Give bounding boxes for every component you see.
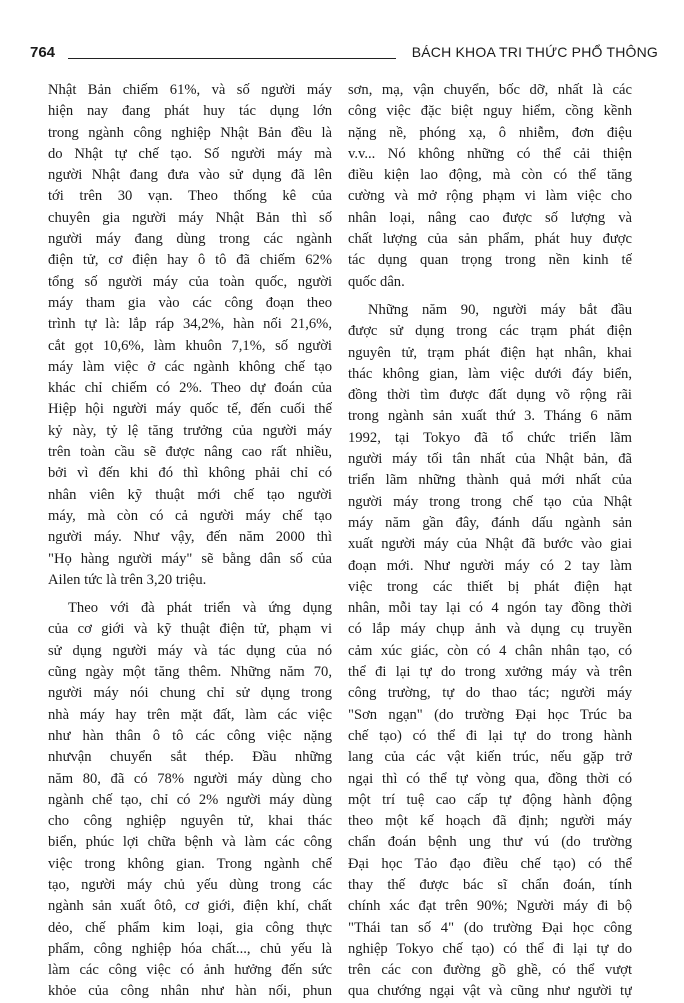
text-line: dẻo, chế phẩm kim loại, gia công thực (48, 919, 332, 936)
paragraph (48, 598, 332, 1003)
text-line: máy, mà còn có cả người máy chế tạo (48, 507, 332, 524)
text-line: trên các con đường gồ ghề, có thể vượt (348, 962, 632, 979)
text-line: khác chỉ chiếm có 2%. Theo dự đoán của (48, 380, 332, 397)
text-line: "Sơn ngạn" (do trường Đại học Trúc ba (348, 706, 632, 723)
text-line: chế tạo) có thể đi lại tự do trong hành (348, 727, 632, 744)
text-line: ngại thì có thể tự vòng qua, đồng thời có (348, 770, 632, 787)
text-line: trình tự là: lắp ráp 34,2%, hàn nối 21,6%, (48, 316, 332, 333)
text-line: cường và mở rộng phạm vi làm việc cho (348, 188, 632, 205)
paragraph (348, 300, 632, 1003)
text-line: nhân viên kỹ thuật mới chế tạo người (48, 486, 332, 503)
text-line: kỷ này, tỷ lệ tăng trưởng của người máy (48, 422, 332, 439)
text-line: tạo, người máy chủ yếu dùng trong các (48, 876, 332, 893)
text-line: làm các công việc có ảnh hưởng đến sức (48, 962, 332, 979)
text-line: công trường, tự do thao tác; người máy (348, 685, 632, 702)
text-line: nhân loại, nâng cao được số lượng và (348, 209, 632, 226)
text-line: chuyên gia người máy Nhật Bản thì số (48, 209, 332, 226)
running-title: BÁCH KHOA TRI THỨC PHỔ THÔNG (411, 44, 658, 60)
text-line: năm 80, đã có 78% người máy dùng cho (48, 770, 332, 787)
text-line: ngành chế tạo, chỉ có 2% người máy dùng (48, 791, 332, 808)
text-line: cho công nghiệp nguyên tử, khai thác (48, 813, 332, 830)
text-line: do Nhật tự chế tạo. Số người máy mà (48, 145, 332, 162)
text-line: v.v... Nó không những có thể cải thiện (348, 145, 632, 162)
text-line: máy tham gia vào các công đoạn theo (48, 294, 332, 311)
text-line: chẩn đoán bệnh ung thư vú (do trường (348, 834, 632, 851)
text-line: trong ngành công nghiệp Nhật Bản đều là (48, 124, 332, 141)
text-line: chính xác đạt trên 90%; Người máy đi bộ (348, 898, 632, 915)
text-line: nghiệp Tokyo chế tạo) có thể đi lại tự do (348, 940, 632, 957)
text-line: Những năm 90, người máy bắt đầu (368, 301, 632, 318)
text-line: thác không gian, làm việc dưới đáy biển, (348, 365, 632, 382)
text-line: máy làm việc ở các ngành không chế tạo (48, 358, 332, 375)
text-line: Ailen tức là trên 3,20 triệu. (48, 571, 207, 588)
paragraph-gap (348, 293, 632, 300)
paragraph (48, 80, 332, 591)
text-line: 1992, tại Tokyo đã tổ chức triển lãm (348, 429, 632, 446)
text-line: việc trong các thiết bị phát điện hạt (348, 578, 632, 595)
text-line: trên toàn cầu sẽ được nâng cao rất nhiều, (48, 444, 332, 461)
text-line: việc trong không gian. Trong ngành chế (48, 855, 332, 872)
text-line: nặng nề, phóng xạ, ô nhiễm, đơn điệu (348, 124, 632, 141)
text-line: của cơ giới và kỹ thuật điện tử, phạm vi (48, 621, 332, 638)
text-line: biển, phúc lợi chữa bệnh và làm các công (48, 834, 332, 851)
text-line: có lắp máy chụp ảnh và dụng cụ truyền (348, 621, 632, 638)
text-line: nguyên tử, trạm phát điện hạt nhân, khai (348, 344, 632, 361)
text-line: cũng ngày một tăng thêm. Những năm 70, (48, 664, 332, 681)
text-line: sử dụng người máy và tác dụng của nó (48, 642, 332, 659)
text-line: đoạn mới. Như người máy có 2 tay làm (348, 557, 632, 574)
paragraph (348, 80, 632, 293)
text-line: người máy. Như vậy, đến năm 2000 thì (48, 529, 332, 546)
paragraph-gap (48, 591, 332, 598)
text-line: thể đi lại tự do trong xưởng máy và trên (348, 664, 632, 681)
left-column (48, 80, 332, 1003)
text-line: cắt gọt 10,6%, làm khuôn 7,1%, số người (48, 337, 332, 354)
text-line: nhân, mỗi tay lại có 4 ngón tay đồng thời (348, 600, 632, 617)
text-line: triển lãm những thành quả mới nhất của (348, 472, 632, 489)
text-line: qua chướng ngại vật và cũng như người tự (348, 983, 632, 1000)
header-rule (68, 58, 396, 59)
text-line: quốc dân. (348, 273, 405, 290)
text-line: trong ngành sản xuất thứ 3. Tháng 6 năm (348, 408, 632, 425)
text-line: sơn, mạ, vận chuyển, bốc dỡ, nhất là các (348, 82, 632, 98)
text-line: "Thái tan số 4" (do trường Đại học công (348, 919, 632, 936)
text-line: Hiệp hội người máy quốc tế, đến cuối thế (48, 401, 332, 418)
page-number: 764 (30, 44, 56, 61)
text-line: một trí tuệ cao cấp tự động hành động (348, 791, 632, 808)
right-column (348, 80, 632, 1003)
text-line: Nhật Bản chiếm 61%, và số người máy (48, 82, 332, 98)
text-line: thay thế được bác sĩ chẩn đoán, tính (348, 876, 632, 893)
page-header (30, 44, 658, 70)
text-line: nhà máy hay trên mặt đất, làm các việc (48, 706, 332, 723)
text-line: phẩm, công nghiệp hóa chất..., chủ yếu là (48, 940, 332, 957)
text-line: chất lượng của sản phẩm, phát huy được (348, 231, 632, 248)
text-line: người Nhật đang đưa vào sử dụng đã lên (48, 167, 332, 184)
text-line: tới trên 30 vạn. Theo thống kê của (48, 188, 332, 205)
text-line: xuất người máy của Nhật đã bước vào giai (348, 536, 632, 553)
text-line: người máy nói chung chỉ sử dụng trong (48, 685, 332, 702)
text-line: máy năm gần đây, đánh dấu ngành sản (348, 514, 632, 531)
text-line: hiện nay đang phát huy tác dụng lớn (48, 103, 332, 120)
text-line: tác dụng quan trọng trong nền kinh tế (348, 252, 632, 269)
text-line: lang của các vật kiến trúc, nếu gặp trở (348, 749, 632, 766)
text-line: như hàn thân ô tô các công việc nặng (48, 727, 332, 744)
text-line: Đại học Tảo đạo điều chế tạo) có thể (348, 855, 632, 872)
text-line: "Họ hàng người máy" sẽ bằng dân số của (48, 550, 332, 567)
text-line: cảm xúc giác, còn có 4 chân nhân tạo, có (348, 642, 632, 659)
text-line: tổng số người máy của toàn quốc, người (48, 273, 332, 290)
text-line: người máy đang dùng trong các ngành (48, 231, 332, 248)
text-line: được sử dụng trong các trạm phát điện (348, 323, 632, 340)
text-line: người máy tối tân nhất của Nhật bản, đã (348, 451, 632, 468)
text-line: theo một kế hoạch đã định; người máy (348, 813, 632, 830)
text-line: công việc đặc biệt nguy hiểm, cồng kềnh (348, 103, 632, 120)
text-line: điều kiện lao động, mà còn có thể tăng (348, 167, 632, 184)
text-line: nhưvận chuyển sắt thép. Đầu những (48, 749, 332, 766)
text-line: ngành sản xuất ôtô, cơ giới, điện khí, chất (48, 898, 332, 915)
text-line: khỏe của công nhân như hàn nối, phun (48, 983, 332, 1000)
text-line: Theo với đà phát triển và ứng dụng (68, 600, 332, 617)
text-line: bởi vì đến khi đó thì không phải chỉ có (48, 465, 332, 482)
text-line: đồng thời tìm được đất dụng võ rộng rãi (348, 387, 632, 404)
text-line: điện tử, cơ điện hay ô tô đã chiếm 62% (48, 252, 332, 269)
text-line: người máy trong trong chế tạo của Nhật (348, 493, 632, 510)
